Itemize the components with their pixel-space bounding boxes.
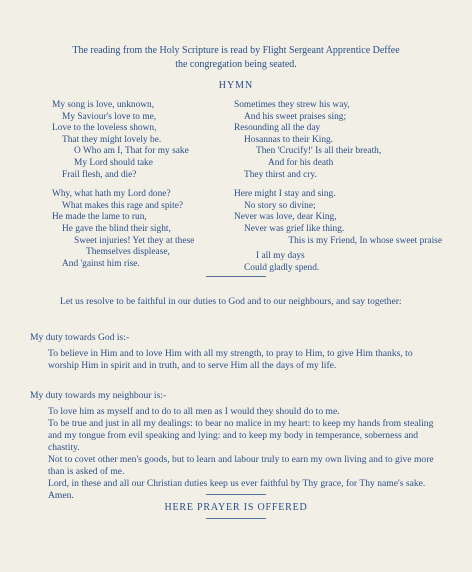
verse-line: No story so divine; [244, 200, 316, 211]
verse-line: My song is love, unknown, [52, 100, 155, 110]
duty-neighbour-label: My duty towards my neighbour is:- [30, 390, 167, 401]
scripture-reading-note [30, 44, 442, 72]
verse-line: They thirst and cry. [244, 169, 317, 180]
verse-line: And 'gainst him rise. [62, 258, 140, 269]
hymn-stanza-2 [52, 189, 232, 270]
verse-line: Hosannas to their King. [244, 134, 334, 145]
prayer-divider-bottom [206, 518, 266, 519]
hymn-stanza-4 [234, 189, 442, 274]
verse-line: And his sweet praises sing; [244, 111, 347, 122]
verse-line: Sweet injuries! Yet they at these [74, 235, 195, 246]
resolve-paragraph: Let us resolve to be faithful in our duties to God and to our neighbours, and say together: [60, 296, 402, 307]
hymn-stanza-3 [234, 100, 442, 181]
verse-line: That they might lovely be. [62, 134, 162, 145]
duty-neighbour-text [48, 406, 442, 502]
duty-god-text: To believe in Him and to love Him with all my strength, to pray to Him, to give Him thanks, to worship Him in spirit and in truth, and to serve Him all the days of my life. [48, 348, 413, 371]
hymn-heading: HYMN [218, 80, 254, 91]
verse-line: Then 'Crucify!' Is all their breath, [256, 146, 382, 157]
verse-line: Themselves displease, [86, 247, 170, 258]
section-divider [206, 276, 266, 277]
hymn-stanza-1 [52, 100, 232, 181]
verse-line: What makes this rage and spite? [62, 200, 184, 211]
verse-line: Resounding all the day [234, 123, 321, 134]
verse-line: Why, what hath my Lord done? [52, 189, 171, 200]
duty-neighbour-line: To be true and just in all my dealings: to bear no malice in my heart: to keep my hands from stealing and my tongue from evil speaking and lying: and to keep my body in temperance, soberness and chastity. [48, 418, 434, 453]
verse-line: This is my Friend, In whose sweet praise [288, 235, 442, 246]
duty-neighbour-line: Lord, in these and all our Christian duties keep us ever faithful by Thy grace, for Thy name's sake. Amen. [48, 478, 426, 501]
verse-line: Sometimes they strew his way, [234, 100, 350, 110]
verse-line: My Saviour's love to me, [62, 111, 157, 122]
prayer-divider-top [206, 494, 266, 495]
prayer-heading: HERE PRAYER IS OFFERED [164, 502, 308, 513]
verse-line: Frail flesh, and die? [62, 169, 137, 180]
hymn-left-column [52, 100, 232, 278]
verse-line: Never was love, dear King, [234, 212, 337, 223]
verse-line: Could gladly spend. [244, 262, 320, 273]
duty-god-label: My duty towards God is:- [30, 332, 130, 343]
verse-line: And for his death [268, 157, 334, 168]
verse-line: I all my days [256, 251, 305, 262]
verse-line: He made the lame to run, [52, 212, 147, 223]
intro-line-2: the congregation being seated. [175, 59, 297, 70]
verse-line: O Who am I, That for my sake [74, 146, 189, 157]
verse-line: My Lord should take [74, 157, 153, 168]
intro-line-1: The reading from the Holy Scripture is read by Flight Sergeant Apprentice Deffee [72, 45, 400, 56]
hymn-right-column [234, 100, 442, 282]
verse-line: Love to the loveless shown, [52, 123, 157, 134]
duty-neighbour-line: Not to covet other men's goods, but to learn and labour truly to earn my own living and to give more than is asked of me. [48, 454, 434, 477]
verse-line: Never was grief like thing. [244, 223, 345, 234]
verse-line: He gave the blind their sight, [62, 223, 171, 234]
duty-neighbour-line: To love him as myself and to do to all men as I would they should do to me. [48, 406, 340, 417]
verse-line: Here might I stay and sing. [234, 189, 336, 200]
